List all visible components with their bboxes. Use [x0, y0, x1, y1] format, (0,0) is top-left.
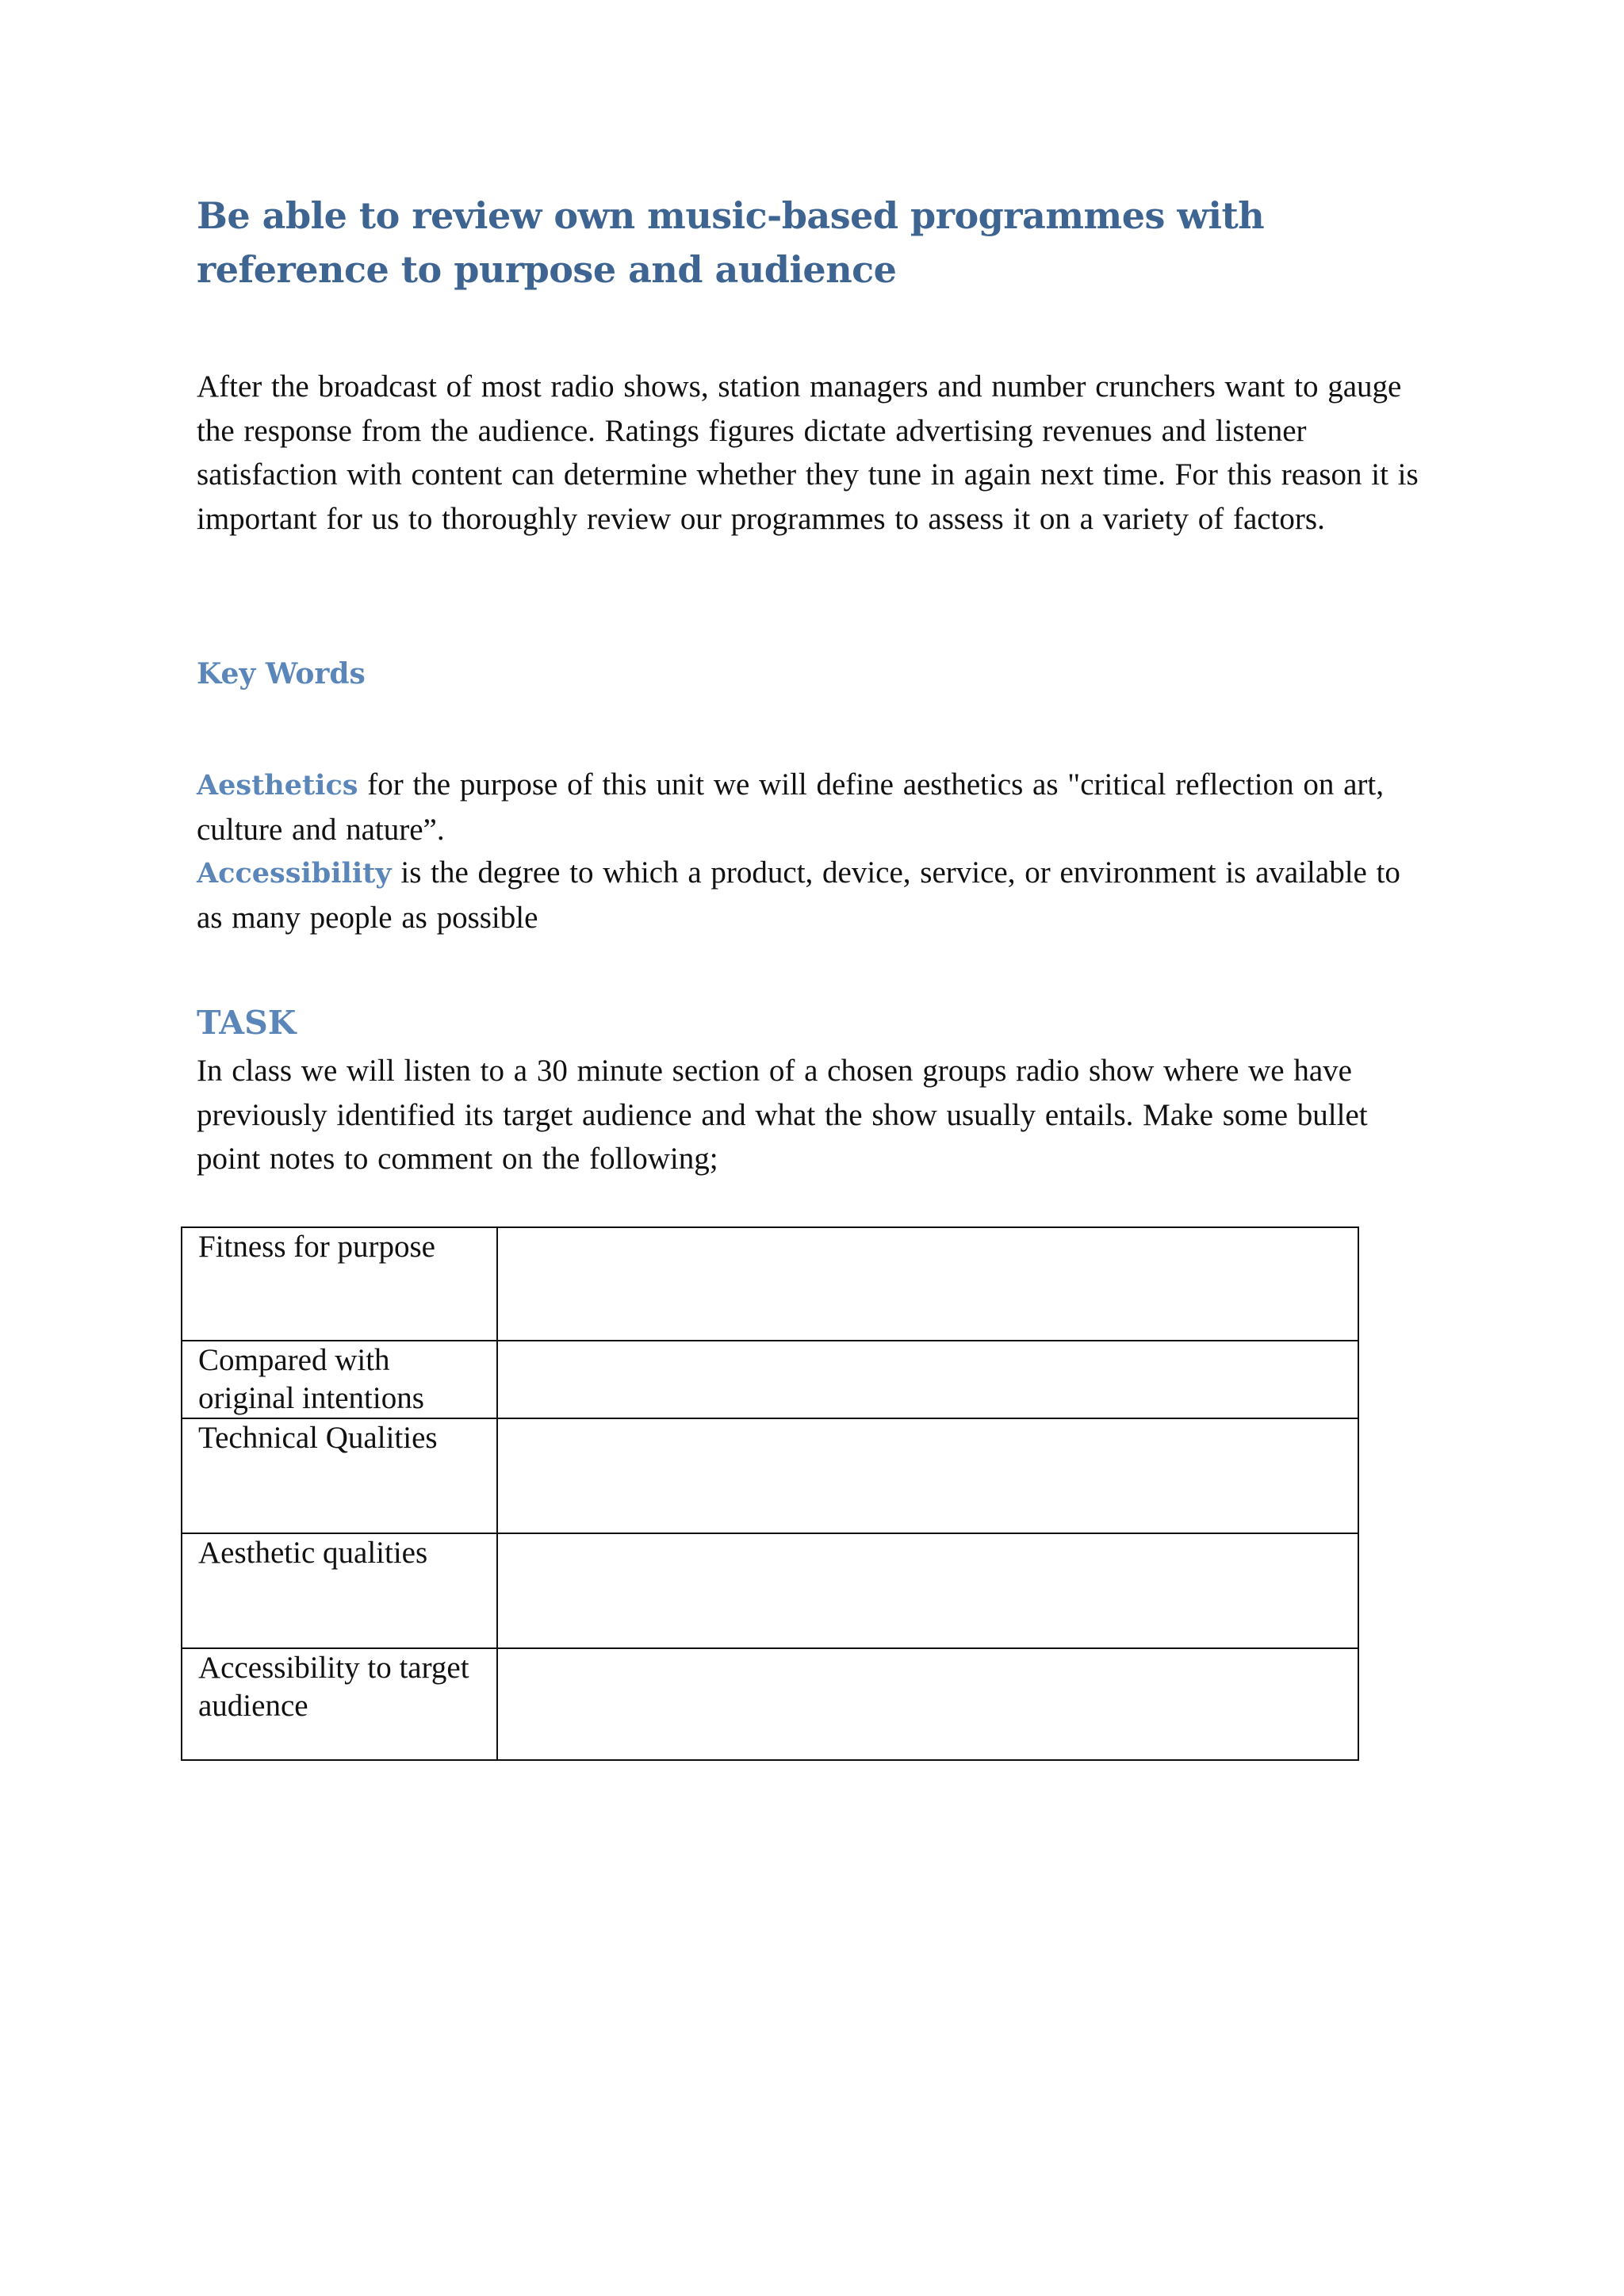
definition-text-aesthetics: for the purpose of this unit we will define aesthetics as "critical reflection on art, culture and nature”. [197, 767, 1385, 847]
definition-term-aesthetics: Aesthetics [197, 769, 358, 802]
review-table [181, 1226, 1359, 1761]
definition-term-accessibility: Accessibility [197, 857, 392, 890]
notes-cell-compared-with-original-intentions[interactable] [497, 1341, 1358, 1418]
row-label-aesthetic-qualities: Aesthetic qualities [182, 1533, 497, 1648]
task-instructions: In class we will listen to a 30 minute section of a chosen groups radio show where we have previously identified its target audience and what the show usually entails. Make some bullet point notes to comment on the following; [197, 1054, 1368, 1176]
notes-cell-aesthetic-qualities[interactable] [497, 1533, 1358, 1648]
table-row [182, 1533, 1358, 1648]
definition-accessibility [197, 851, 1434, 939]
table-row [182, 1227, 1358, 1341]
row-label-accessibility-to-target-audience: Accessibility to target audience [182, 1648, 497, 1760]
table-row [182, 1418, 1358, 1533]
notes-cell-accessibility-to-target-audience[interactable] [497, 1648, 1358, 1760]
task-heading: TASK [197, 1004, 297, 1042]
row-label-compared-with-original-intentions: Compared with original intentions [182, 1341, 497, 1418]
row-label-fitness-for-purpose: Fitness for purpose [182, 1227, 497, 1341]
row-label-technical-qualities: Technical Qualities [182, 1418, 497, 1533]
notes-cell-technical-qualities[interactable] [497, 1418, 1358, 1533]
table-row [182, 1648, 1358, 1760]
key-words-heading: Key Words [197, 657, 366, 691]
definition-aesthetics [197, 763, 1434, 851]
intro-paragraph: After the broadcast of most radio shows, station managers and number crunchers want to gauge the response from the audience. Ratings figures dictate advertising revenues and listener satisfaction with content can determine whether they tune in again next time. For this reason it is important for us to thoroughly review our programmes to assess it on a variety of factors. [197, 369, 1419, 536]
table-row [182, 1341, 1358, 1418]
notes-cell-fitness-for-purpose[interactable] [497, 1227, 1358, 1341]
page-title: Be able to review own music-based programmes with reference to purpose and audience [197, 194, 1265, 291]
definition-text-accessibility: is the degree to which a product, device, service, or environment is available to as many people as possible [197, 855, 1400, 935]
